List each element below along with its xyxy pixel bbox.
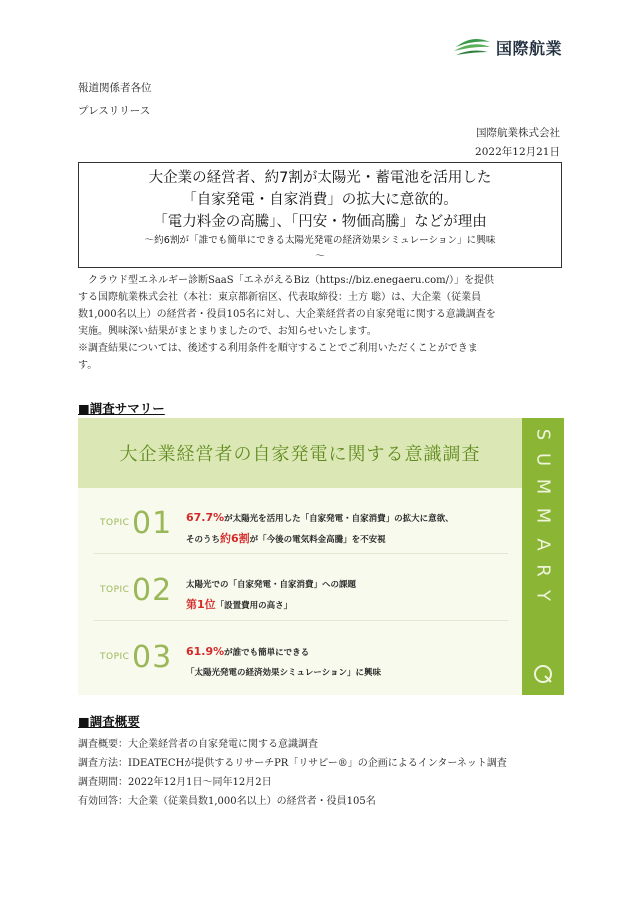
topic-2: [78, 563, 522, 621]
title-box: [78, 162, 562, 268]
side-letter: U: [532, 452, 554, 467]
summary-side-bar: [522, 418, 564, 695]
release-date: 2022年12月21日: [475, 146, 560, 158]
summary-heading: ■調査サマリー: [78, 401, 165, 416]
subtitle-line-1: ～約6割が「誰でも簡単にできる太陽光発電の経済効果シミュレーション」に興味: [144, 235, 496, 246]
body-text: [78, 272, 564, 374]
side-letter: Y: [532, 590, 554, 601]
topic-1: [78, 496, 522, 554]
topic-highlight: 第1位: [186, 598, 216, 611]
side-letter: R: [532, 564, 554, 577]
overview-heading: ■調査概要: [78, 714, 140, 729]
topic-text-part: が誰でも簡単にできる: [224, 648, 310, 658]
logo-text: 国際航業: [496, 38, 563, 58]
summary-title: 大企業経営者の自家発電に関する意識調査: [119, 444, 481, 465]
topic-label: TOPIC: [100, 585, 130, 595]
topic-text-part: が太陽光を活用した「自家発電・自家消費」の拡大に意欲、: [224, 514, 454, 524]
side-letter: S: [532, 428, 554, 441]
topic-text: [186, 508, 516, 550]
overview-line: 有効回答：大企業（従業員数1,000名以上）の経営者・役員105名: [78, 796, 376, 807]
topic-label: TOPIC: [100, 652, 130, 662]
body-line: クラウド型エネルギー診断SaaS「エネがえるBiz（https://biz.enegaeru.com/）」を提供: [78, 275, 495, 286]
topic-3: [78, 630, 522, 688]
topic-highlight: 67.7%: [186, 511, 225, 524]
topic-text: [186, 642, 516, 683]
side-letter: M: [532, 507, 554, 524]
topic-label: TOPIC: [100, 518, 130, 528]
kokusai-leaf-logo-icon: [452, 36, 492, 58]
title-line-2: 「自家発電・自家消費」の拡大に意欲的。: [182, 192, 458, 208]
overview-line: 調査概要：大企業経営者の自家発電に関する意識調査: [78, 739, 318, 750]
topic-number: 02: [132, 573, 173, 608]
side-letter: A: [532, 538, 554, 551]
topic-text-part: そのうち: [186, 535, 221, 545]
topic-highlight: 61.9%: [186, 645, 225, 658]
body-line: する国際航業株式会社（本社：東京都新宿区、代表取締役：土方 聡）は、大企業（従業員: [78, 292, 482, 303]
body-line: す。: [78, 360, 98, 371]
title-line-3: 「電力料金の高騰」、「円安・物価高騰」などが理由: [153, 214, 487, 230]
body-line: ※調査結果については、後述する利用条件を順守することでご利用いただくことができま: [78, 343, 478, 354]
title-line-1: 大企業の経営者、約7割が太陽光・蓄電池を活用した: [148, 170, 492, 186]
topic-text-part: 「設置費用の高さ」: [215, 601, 293, 611]
body-line: 数1,000名以上）の経営者・役員105名に対し、大企業経営者の自家発電に関する意識調査を: [78, 309, 496, 320]
company-name: 国際航業株式会社: [476, 127, 560, 139]
summary-panel: [78, 418, 564, 695]
overview-list: [78, 735, 507, 811]
addressee: 報道関係者各位: [78, 82, 152, 94]
subtitle-line-2: ～: [315, 251, 325, 262]
topic-highlight: 約6割: [220, 532, 250, 545]
overview-line: 調査方法：IDEATECHが提供するリサーチPR「リサピー®」の企画によるインターネット調査: [78, 758, 507, 769]
summary-banner: [78, 418, 522, 488]
magnifier-icon: [531, 662, 555, 686]
company-logo: [452, 34, 572, 60]
release-type: プレスリリース: [78, 105, 151, 117]
topic-number: 01: [132, 506, 173, 541]
topic-text-part: が「今後の電気料金高騰」を不安視: [249, 535, 386, 545]
topic-text: [186, 575, 516, 616]
overview-line: 調査期間：2022年12月1日～同年12月2日: [78, 777, 272, 788]
side-letter: M: [532, 478, 554, 495]
topic-divider: [94, 553, 508, 554]
topic-text-part: 太陽光での「自家発電・自家消費」への課題: [186, 580, 357, 590]
topic-text-part: 「太陽光発電の経済効果シミュレーション」に興味: [186, 668, 381, 678]
topic-number: 03: [132, 640, 173, 675]
topic-divider: [94, 620, 508, 621]
body-line: 実施。興味深い結果がまとまりましたので、お知らせいたします。: [78, 326, 377, 337]
